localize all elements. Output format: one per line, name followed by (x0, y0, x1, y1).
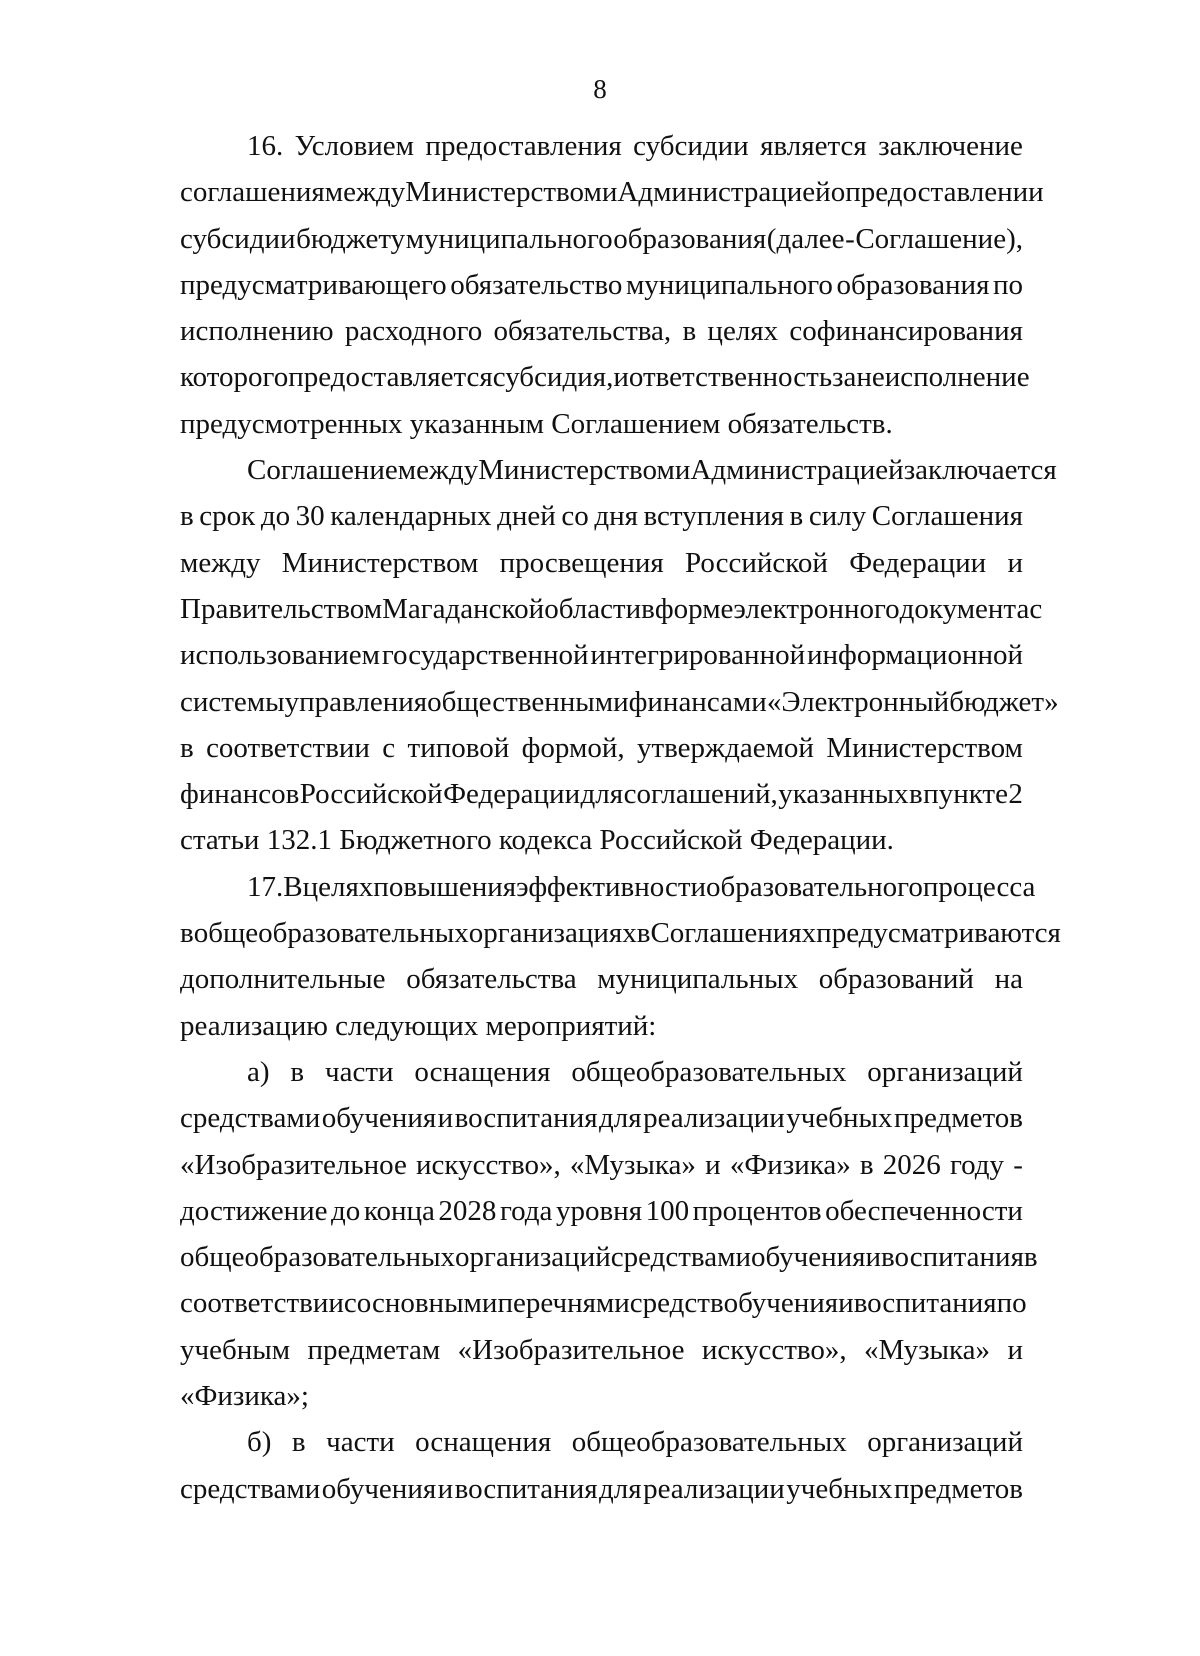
word: учебных (786, 1472, 893, 1505)
word: в (180, 731, 194, 764)
word: до (260, 500, 291, 533)
word: общеобразовательных (180, 1241, 456, 1274)
word: 2026 (882, 1148, 941, 1181)
word: информационной (806, 639, 1023, 672)
text-line (180, 493, 1023, 539)
word: средствами (610, 1241, 751, 1274)
word: «Музыка» (569, 1148, 696, 1181)
word: основными (356, 1287, 498, 1320)
text-line (180, 1280, 1027, 1326)
word: для (599, 1472, 642, 1505)
word: Соглашениях (650, 917, 817, 950)
word: предметов (893, 1472, 1023, 1505)
word: которого (180, 361, 289, 394)
word: 100 (645, 1194, 690, 1227)
word: муниципального (405, 222, 613, 255)
word: области (544, 592, 642, 625)
word: искусство», (701, 1333, 847, 1366)
word: учебным (180, 1333, 291, 1366)
word: субсидии (180, 222, 296, 255)
word: и (838, 1287, 854, 1320)
word: образовательного (706, 870, 923, 903)
word: дополнительные (180, 963, 386, 996)
text-line (180, 308, 1023, 354)
text-line: предусмотренных указанным Соглашением обязательств. (180, 407, 893, 440)
word: и (674, 454, 691, 487)
word: соглашения (180, 176, 325, 209)
paragraph-17 (180, 864, 1061, 1049)
word: обязательства, (493, 315, 672, 348)
text-line: реализацию следующих мероприятий: (180, 1009, 657, 1042)
text-line (180, 725, 1023, 771)
word: в (859, 1148, 874, 1181)
word: обучения (321, 1102, 437, 1135)
paragraph-item-a (180, 1049, 1038, 1419)
word: электронного (733, 592, 900, 625)
word: «Изобразительное (180, 1148, 407, 1181)
word: срок (199, 500, 256, 533)
word: целях (302, 870, 374, 903)
word: бюджет» (949, 685, 1059, 718)
word: документа (899, 592, 1030, 625)
word: реализации (643, 1102, 785, 1135)
word: - (845, 222, 855, 255)
text-line (180, 262, 1023, 308)
word: Магаданской (382, 592, 545, 625)
word: силу (808, 500, 867, 533)
word: формой, (521, 731, 625, 764)
text-line (180, 354, 1030, 400)
word: Министерством (478, 454, 675, 487)
word: в (180, 917, 194, 950)
word: 2 (1008, 778, 1023, 811)
word: «Изобразительное (457, 1333, 685, 1366)
text-line (180, 1049, 1023, 1095)
text-line (180, 632, 1023, 678)
word: заключается (903, 454, 1057, 487)
word: а) (247, 1055, 270, 1088)
word: предоставления (425, 130, 622, 162)
text-line (180, 1188, 1023, 1234)
word: и (437, 1102, 454, 1135)
word: и (1007, 1333, 1023, 1366)
word: общественными (427, 685, 629, 718)
word: б) (247, 1426, 272, 1459)
text-line (180, 123, 1023, 169)
word: в (682, 315, 697, 348)
word: Федерации (849, 546, 987, 579)
word: за (832, 361, 857, 394)
word: с (382, 731, 396, 764)
word: уровня (555, 1194, 643, 1227)
word: обучения (321, 1472, 437, 1505)
text-line: «Физика»; (180, 1380, 309, 1413)
text-line (180, 586, 1043, 632)
word: образования (836, 268, 990, 301)
word: дней (497, 500, 556, 533)
word: в (636, 917, 651, 950)
word: в (1023, 1241, 1038, 1274)
word: средствами (180, 1472, 321, 1505)
word: «Физика» (729, 1148, 851, 1181)
word: организациях (468, 917, 637, 950)
word: Соглашение (247, 454, 398, 487)
word: в (291, 1426, 306, 1459)
word: «Музыка» (864, 1333, 991, 1366)
word: образования (613, 222, 767, 255)
word: софинансирования (789, 315, 1023, 348)
word: управления (284, 685, 428, 718)
word: 30 (295, 500, 325, 533)
word: с (1029, 592, 1043, 625)
word: утверждаемой (636, 731, 814, 764)
word: Соглашения (871, 500, 1023, 533)
word: части (326, 1426, 395, 1459)
word: и (1007, 546, 1023, 579)
word: между (180, 546, 261, 579)
word: эффективности (516, 870, 707, 903)
word: Администрацией (617, 176, 831, 209)
word: дня (594, 500, 638, 533)
word: Российской (685, 546, 828, 579)
word: заключение (878, 130, 1023, 162)
word: предметов (893, 1102, 1023, 1135)
word: (далее (766, 222, 845, 255)
paragraph-agreement-term (180, 447, 1059, 864)
word: общеобразовательных (571, 1055, 847, 1088)
word: части (324, 1055, 394, 1088)
word: перечнями (497, 1287, 630, 1320)
word: оснащения (414, 1055, 551, 1088)
word: Федерации (443, 778, 581, 811)
word: учебных (786, 1102, 893, 1135)
word: и (705, 1148, 721, 1181)
word: предоставляется (288, 361, 493, 394)
text-line (180, 540, 1023, 586)
word: реализации (643, 1472, 785, 1505)
word: общеобразовательных (571, 1426, 847, 1459)
word: со (561, 500, 589, 533)
word: и (865, 1241, 881, 1274)
word: достижение (180, 1194, 328, 1227)
word: предусматривающего (180, 268, 447, 301)
word: воспитания (454, 1472, 598, 1505)
word: муниципальных (597, 963, 799, 996)
word: года (499, 1194, 553, 1227)
word: процентов (692, 1194, 822, 1227)
word: Соглашение), (855, 222, 1023, 255)
word: на (994, 963, 1023, 996)
text-line (180, 169, 1044, 215)
word: календарных (330, 500, 492, 533)
word: о (830, 176, 846, 209)
word: и (601, 176, 618, 209)
word: указанных (778, 778, 909, 811)
word: финансами (628, 685, 767, 718)
text-line (180, 679, 1059, 725)
word: предоставлении (845, 176, 1044, 209)
word: финансов (180, 778, 300, 811)
word: использованием (180, 639, 380, 672)
word: в (290, 1055, 305, 1088)
word: конца (363, 1194, 435, 1227)
text-line (180, 1327, 1023, 1373)
word: субсидии (633, 130, 749, 162)
word: обучения (750, 1241, 866, 1274)
word: общеобразовательных (193, 917, 469, 950)
word: воспитания (881, 1241, 1024, 1274)
word: в (641, 592, 655, 625)
word: 17. (247, 870, 284, 903)
word: Правительством (180, 592, 383, 625)
word: обеспеченности (825, 1194, 1023, 1227)
word: системы (180, 685, 285, 718)
word: и (437, 1472, 454, 1505)
word: средств (629, 1287, 724, 1320)
word: повышения (373, 870, 517, 903)
word: в (909, 778, 923, 811)
word: В (283, 870, 303, 903)
text-line (180, 1095, 1023, 1141)
word: - (1013, 1148, 1023, 1181)
word: между (397, 454, 479, 487)
word: Условием (294, 130, 414, 162)
text-line (180, 447, 1057, 493)
word: ответственность (628, 361, 833, 394)
word: Министерством (405, 176, 602, 209)
word: по (996, 1287, 1027, 1320)
word: субсидия, (492, 361, 614, 394)
text-line (180, 1466, 1023, 1512)
paragraph-16 (180, 123, 1044, 447)
word: муниципального (625, 268, 833, 301)
word: неисполнение (856, 361, 1030, 394)
word: соответствии (180, 1287, 344, 1320)
word: обучения (723, 1287, 839, 1320)
word: организаций (455, 1241, 611, 1274)
word: вступления (643, 500, 784, 533)
word: 2028 (438, 1194, 497, 1227)
text-line: статьи 132.1 Бюджетного кодекса Российской Федерации. (180, 824, 894, 857)
word: соответствии (206, 731, 370, 764)
word: процесса (922, 870, 1036, 903)
word: году (949, 1148, 1005, 1181)
word: в (180, 500, 194, 533)
word: и (613, 361, 629, 394)
word: просвещения (499, 546, 664, 579)
word: искусство», (416, 1148, 561, 1181)
word: пункте (923, 778, 1008, 811)
word: Администрацией (690, 454, 904, 487)
word: 16. (247, 130, 284, 162)
word: с (343, 1287, 357, 1320)
word: исполнению (180, 315, 334, 348)
text-line (180, 1419, 1023, 1465)
text-line (180, 956, 1023, 1002)
word: образований (818, 963, 974, 996)
word: до (331, 1194, 361, 1227)
word: интегрированной (590, 639, 806, 672)
text-line (180, 771, 1023, 817)
word: организаций (867, 1426, 1023, 1459)
word: по (992, 268, 1023, 301)
word: форме (654, 592, 734, 625)
word: в (789, 500, 804, 533)
word: расходного (344, 315, 483, 348)
word: типовой (407, 731, 510, 764)
word: обязательства (406, 963, 577, 996)
word: оснащения (415, 1426, 552, 1459)
text-line (180, 1234, 1038, 1280)
word: бюджету (296, 222, 406, 255)
word: целях (707, 315, 779, 348)
word: «Электронный (766, 685, 950, 718)
word: Министерством (826, 731, 1023, 764)
word: является (760, 130, 867, 162)
word: соглашений, (623, 778, 778, 811)
word: государственной (381, 639, 589, 672)
text-line (180, 216, 1023, 262)
word: предметам (307, 1333, 441, 1366)
text-line (180, 910, 1061, 956)
word: для (580, 778, 624, 811)
word: между (324, 176, 406, 209)
word: воспитания (853, 1287, 997, 1320)
paragraph-item-b (180, 1419, 1023, 1512)
word: средствами (180, 1102, 321, 1135)
word: организаций (867, 1055, 1023, 1088)
page-number: 8 (593, 74, 607, 104)
word: предусматриваются (816, 917, 1061, 950)
text-line (180, 1142, 1023, 1188)
text-line (180, 864, 1036, 910)
word: для (599, 1102, 642, 1135)
word: Российской (299, 778, 443, 811)
word: воспитания (454, 1102, 598, 1135)
word: Министерством (281, 546, 479, 579)
word: обязательство (450, 268, 623, 301)
document-body (180, 123, 1061, 1512)
